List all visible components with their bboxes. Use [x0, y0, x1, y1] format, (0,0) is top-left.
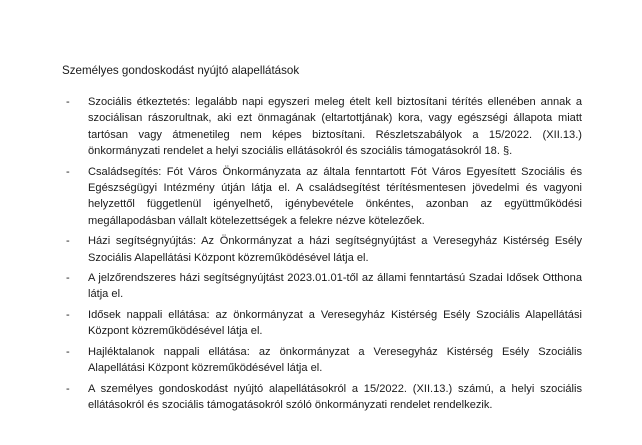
- list-item-text: Szociális étkeztetés: legalább napi egyszeri meleg ételt kell biztosítani térítés ellenében annak a szociálisan rászorultnak, aki ezt önmagának (eltartottjának) kora, vagy egészségi állapota miatt tartósan vagy átmenetileg nem képes biztosítani. Részletszabályok a 15/2022. (XII.13.) önkormányzati rendelet a helyi szociális ellátásokról és szociális támogatásokról 18. §.: [88, 96, 582, 158]
- services-list: [62, 94, 582, 417]
- list-item-home-assistance: [62, 233, 582, 266]
- section-heading: Személyes gondoskodást nyújtó alapellátások: [62, 64, 300, 77]
- list-item-homeless-day-care: [62, 344, 582, 377]
- list-item-text: Idősek nappali ellátása: az önkormányzat a Veresegyház Kistérség Esély Szociális Alapellátási Központ közreműködésével látja el.: [88, 308, 582, 338]
- bullet-dash: -: [66, 272, 70, 285]
- bullet-dash: -: [66, 96, 70, 108]
- bullet-dash: -: [66, 382, 70, 395]
- list-item-social-catering: [62, 94, 582, 160]
- list-item-family-support: [62, 164, 582, 230]
- list-item-text: A jelzőrendszeres házi segítségnyújtást 2023.01.01-től az állami fenntartású Szadai Idősek Otthona látja el.: [88, 272, 582, 301]
- bullet-dash: -: [66, 235, 70, 248]
- list-item-elderly-day-care: [62, 307, 582, 340]
- list-item-text: Házi segítségnyújtás: Az Önkormányzat a házi segítségnyújtást a Veresegyház Kistérség Esély Szociális Alapellátási Központ közreműködésével látja el.: [88, 235, 582, 264]
- list-item-text: Családsegítés: Fót Város Önkormányzata az általa fenntartott Fót Város Egyesített Szociális és Egészségügyi Intézmény útján látja el. A családsegítést térítésmentesen jövedelmi és vagyoni helyzettől függetlenül igényelhető, igénybevétele önkéntes, azonban az együttműködési megállapodásban vállalt kötelezettségek a felekre nézve kötelezőek.: [88, 165, 582, 227]
- list-item-text: Hajléktalanok nappali ellátása: az önkormányzat a Veresegyház Kistérség Esély Szociális Alapellátási Központ közreműködésével látja el.: [88, 345, 582, 375]
- list-item-alarm-home-assistance: [62, 270, 582, 303]
- list-item-text: A személyes gondoskodást nyújtó alapellátásokról a 15/2022. (XII.13.) számú, a helyi szociális ellátásokról és szociális támogatásokról szóló önkormányzati rendelet rendelkezik.: [88, 382, 582, 411]
- bullet-dash: -: [66, 165, 70, 178]
- bullet-dash: -: [66, 308, 70, 321]
- bullet-dash: -: [66, 345, 70, 358]
- list-item-regulation: [62, 381, 582, 414]
